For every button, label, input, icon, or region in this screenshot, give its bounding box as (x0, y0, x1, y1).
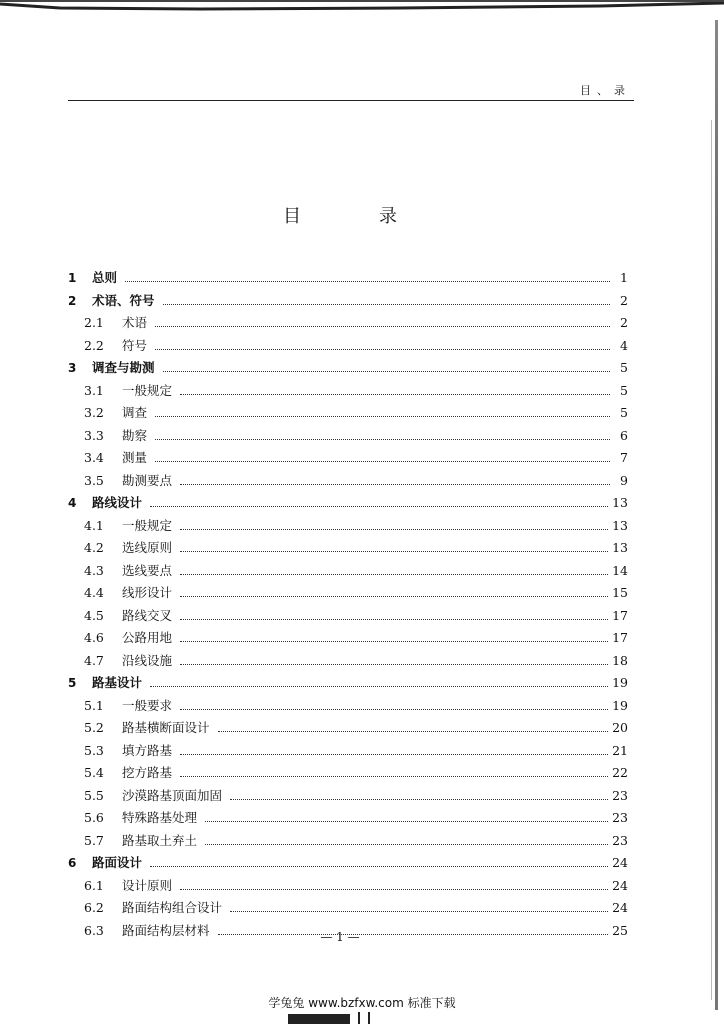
toc-entry-number: 3 (68, 361, 77, 375)
toc-entry-number: 3.5 (84, 472, 104, 488)
toc-leader-dots (180, 888, 608, 890)
toc-title: 目 录 (283, 206, 427, 227)
toc-entry-number: 4.6 (84, 630, 104, 645)
toc-entry-page: 24 (612, 877, 628, 893)
toc-entry-page: 5 (620, 405, 628, 420)
toc-leader-dots (180, 618, 608, 620)
toc-entry-number: 4.3 (84, 562, 104, 578)
toc-entry-page: 21 (612, 742, 628, 758)
toc-entry-label: 挖方路基 (122, 765, 173, 780)
page-number: — 1 — (320, 930, 360, 944)
toc-entry-page: 13 (612, 495, 628, 510)
toc-leader-dots (180, 663, 608, 665)
toc-entry-label: 路面结构层材料 (122, 922, 210, 938)
toc-leader-dots (180, 550, 608, 552)
toc-entry-page: 23 (612, 832, 628, 848)
toc-entry-page: 17 (612, 630, 628, 645)
toc-leader-dots (150, 685, 608, 687)
toc-entry-3-4 (68, 447, 628, 470)
table-of-contents (68, 267, 628, 942)
toc-entry-2-1 (68, 312, 628, 335)
toc-leader-dots (163, 303, 610, 305)
toc-entry-page: 2 (620, 315, 628, 330)
toc-entry-label: 特殊路基处理 (122, 810, 198, 825)
toc-entry-number: 2 (68, 293, 77, 308)
toc-leader-dots (205, 820, 608, 822)
toc-entry-number: 1 (68, 271, 77, 285)
toc-leader-dots (180, 573, 608, 575)
toc-entry-4-3 (68, 560, 628, 583)
toc-entry-label: 调查 (122, 405, 148, 420)
toc-entry-number: 4.2 (84, 540, 104, 555)
toc-entry-page: 25 (612, 922, 628, 938)
toc-entry-6-1 (68, 875, 628, 898)
toc-entry-number: 4.5 (84, 607, 104, 623)
toc-leader-dots (155, 460, 610, 462)
toc-entry-4-4 (68, 582, 628, 605)
toc-entry-4-5 (68, 605, 628, 628)
toc-entry-page: 23 (612, 810, 628, 825)
toc-entry-number: 5.5 (84, 787, 104, 803)
toc-entry-label: 调查与勘测 (92, 360, 155, 375)
toc-entry-page: 24 (612, 900, 628, 915)
running-head: 目、录 (580, 84, 631, 97)
toc-entry-label: 填方路基 (122, 742, 173, 758)
toc-entry-5-4 (68, 762, 628, 785)
toc-leader-dots (150, 865, 608, 867)
toc-entry-number: 2.1 (84, 315, 104, 330)
toc-leader-dots (155, 325, 610, 327)
toc-leader-dots (180, 708, 608, 710)
toc-entry-6 (68, 852, 628, 875)
toc-entry-label: 路基设计 (92, 675, 143, 690)
toc-entry-5-3 (68, 740, 628, 763)
toc-entry-label: 测量 (122, 450, 148, 465)
toc-entry-5-7 (68, 830, 628, 853)
toc-entry-label: 路线设计 (92, 495, 143, 510)
toc-entry-3 (68, 357, 628, 380)
toc-leader-dots (230, 910, 608, 912)
toc-entry-page: 13 (612, 540, 628, 555)
toc-entry-label: 公路用地 (122, 630, 173, 645)
toc-entry-label: 一般要求 (122, 697, 173, 713)
toc-leader-dots (150, 505, 608, 507)
toc-entry-number: 5.7 (84, 832, 104, 848)
toc-entry-number: 3.3 (84, 427, 104, 443)
toc-entry-2 (68, 290, 628, 313)
toc-entry-label: 选线原则 (122, 540, 173, 555)
toc-entry-page: 22 (612, 765, 628, 780)
scan-artifact-bottom (288, 1012, 378, 1024)
toc-entry-5-2 (68, 717, 628, 740)
toc-entry-4 (68, 492, 628, 515)
toc-leader-dots (205, 843, 608, 845)
toc-entry-label: 符号 (122, 337, 148, 353)
scan-artifact-top (0, 0, 724, 14)
toc-entry-page: 7 (620, 450, 628, 465)
toc-entry-3-1 (68, 380, 628, 403)
toc-entry-number: 5.3 (84, 742, 104, 758)
toc-entry-number: 5.6 (84, 810, 104, 825)
toc-entry-label: 勘测要点 (122, 472, 173, 488)
toc-entry-page: 13 (612, 517, 628, 533)
toc-entry-1 (68, 267, 628, 290)
toc-entry-page: 5 (620, 360, 628, 375)
toc-leader-dots (180, 483, 610, 485)
toc-entry-label: 路基横断面设计 (122, 720, 210, 735)
watermark-text: 学兔兔 www.bzfxw.com 标准下载 (268, 996, 456, 1010)
toc-leader-dots (180, 595, 608, 597)
toc-entry-number: 2.2 (84, 337, 104, 353)
toc-entry-label: 一般规定 (122, 382, 173, 398)
toc-entry-label: 线形设计 (122, 585, 173, 600)
toc-entry-number: 5 (68, 676, 77, 690)
toc-entry-2-2 (68, 335, 628, 358)
toc-entry-4-6 (68, 627, 628, 650)
toc-entry-label: 术语 (122, 315, 148, 330)
toc-entry-4-7 (68, 650, 628, 673)
toc-entry-number: 4 (68, 496, 77, 510)
toc-entry-label: 术语、符号 (92, 292, 155, 308)
toc-entry-page: 24 (612, 855, 628, 870)
toc-entry-number: 6 (68, 856, 77, 870)
toc-entry-page: 19 (612, 697, 628, 713)
toc-entry-number: 4.1 (84, 517, 104, 533)
toc-leader-dots (163, 370, 610, 372)
toc-entry-6-2 (68, 897, 628, 920)
toc-entry-5-5 (68, 785, 628, 808)
toc-entry-page: 2 (620, 292, 628, 308)
toc-leader-dots (125, 280, 610, 282)
toc-entry-5-6 (68, 807, 628, 830)
scan-artifact-right-line (711, 120, 712, 1000)
toc-entry-label: 路面结构组合设计 (122, 900, 223, 915)
toc-leader-dots (155, 438, 610, 440)
toc-entry-number: 5.4 (84, 765, 104, 780)
toc-entry-4-2 (68, 537, 628, 560)
toc-leader-dots (180, 753, 608, 755)
toc-leader-dots (230, 798, 608, 800)
toc-entry-page: 5 (620, 382, 628, 398)
toc-leader-dots (180, 393, 610, 395)
toc-entry-number: 3.4 (84, 450, 104, 465)
toc-entry-4-1 (68, 515, 628, 538)
toc-entry-label: 设计原则 (122, 877, 173, 893)
toc-entry-page: 1 (620, 270, 628, 285)
toc-leader-dots (180, 775, 608, 777)
toc-entry-label: 选线要点 (122, 562, 173, 578)
toc-entry-label: 总则 (92, 270, 118, 285)
toc-entry-page: 23 (612, 787, 628, 803)
scan-artifact-right-edge (715, 20, 718, 1010)
toc-entry-number: 5.2 (84, 720, 104, 735)
toc-entry-page: 15 (612, 585, 628, 600)
toc-entry-label: 沙漠路基顶面加固 (122, 787, 223, 803)
toc-entry-label: 路线交叉 (122, 607, 173, 623)
toc-entry-5-1 (68, 695, 628, 718)
toc-entry-number: 6.1 (84, 877, 104, 893)
toc-entry-number: 6.3 (84, 922, 104, 938)
toc-leader-dots (155, 348, 610, 350)
toc-entry-number: 5.1 (84, 697, 104, 713)
toc-entry-3-2 (68, 402, 628, 425)
toc-entry-label: 勘察 (122, 427, 148, 443)
toc-entry-page: 17 (612, 607, 628, 623)
toc-entry-number: 3.1 (84, 382, 104, 398)
toc-entry-page: 19 (612, 675, 628, 690)
toc-entry-label: 路面设计 (92, 855, 143, 870)
toc-entry-3-5 (68, 470, 628, 493)
toc-leader-dots (180, 640, 608, 642)
toc-entry-page: 18 (612, 652, 628, 668)
toc-entry-page: 6 (620, 427, 628, 443)
toc-entry-label: 沿线设施 (122, 652, 173, 668)
toc-leader-dots (218, 730, 609, 732)
toc-entry-number: 6.2 (84, 900, 104, 915)
toc-entry-page: 9 (620, 472, 628, 488)
toc-entry-page: 14 (612, 562, 628, 578)
toc-entry-number: 4.7 (84, 652, 104, 668)
toc-leader-dots (155, 415, 610, 417)
toc-entry-page: 20 (612, 720, 628, 735)
toc-entry-page: 4 (620, 337, 628, 353)
toc-entry-label: 一般规定 (122, 517, 173, 533)
toc-entry-number: 3.2 (84, 405, 104, 420)
toc-entry-5 (68, 672, 628, 695)
toc-entry-3-3 (68, 425, 628, 448)
toc-leader-dots (180, 528, 608, 530)
toc-entry-label: 路基取土弃土 (122, 832, 198, 848)
header-rule (68, 100, 634, 101)
toc-entry-number: 4.4 (84, 585, 104, 600)
